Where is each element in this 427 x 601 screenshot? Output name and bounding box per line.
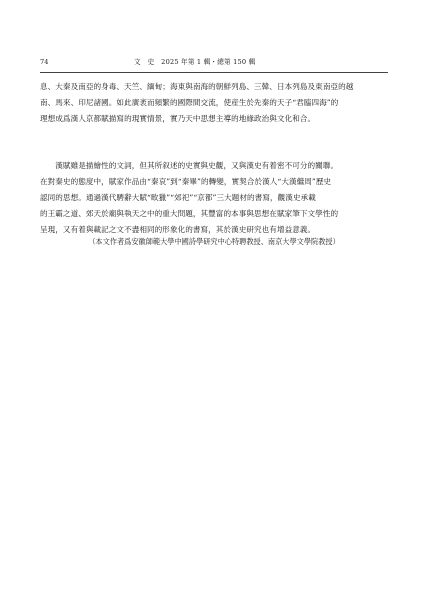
paragraph-line: 認同的思想。通過漢代騁辭大賦“畋獵”“郊祀”“京都”三大題材的書寫，觀漢史承載 [40,193,316,202]
paragraph-line: 南、馬來、印尼諸國。如此廣袤而頻繁的國際間交流，使産生於先秦的天子“君臨四海”的 [40,98,339,107]
body-paragraph-1 [40,79,388,127]
paragraph-line: 在對秦史的態度中，賦家作品由“秦哀”到“秦畢”的轉變，實契合於漢人“大漢繼周”歷史 [40,177,332,186]
paragraph-line: 呈現，又有着與載記之文不盡相同的形象化的書寫，其於漢史研究也有增益意義。 [40,225,316,234]
paragraph-line: 的王霸之道、郊天於廟與執天之中的重大問題，其豐富的本事與思想在賦家筆下文學性的 [40,209,339,218]
header-rule [40,72,388,73]
page-number: 74 [40,58,49,66]
paragraph-line: 理想成爲漢人京都賦描寫的現實情景，實乃天中思想主導的地緣政治與文化和合。 [40,114,316,123]
body-paragraph-2 [40,158,388,238]
running-header [40,56,388,69]
paragraph-line: 息、大秦及南亞的身毒、天竺、緬甸；海東與南海的朝鮮列島、三韓、日本列島及東南亞的越 [40,82,354,91]
journal-title: 文 史 2025 年第 1 輯・總第 150 輯 [134,58,256,66]
author-note: （本文作者爲安徽師範大學中國詩學研究中心特聘教授、南京大學文學院教授） [88,237,340,246]
paragraph-line: 漢賦雖是描繪性的文詞，但其所叙述的史實與史觀，又與漢史有着密不可分的關聯。 [40,161,339,170]
